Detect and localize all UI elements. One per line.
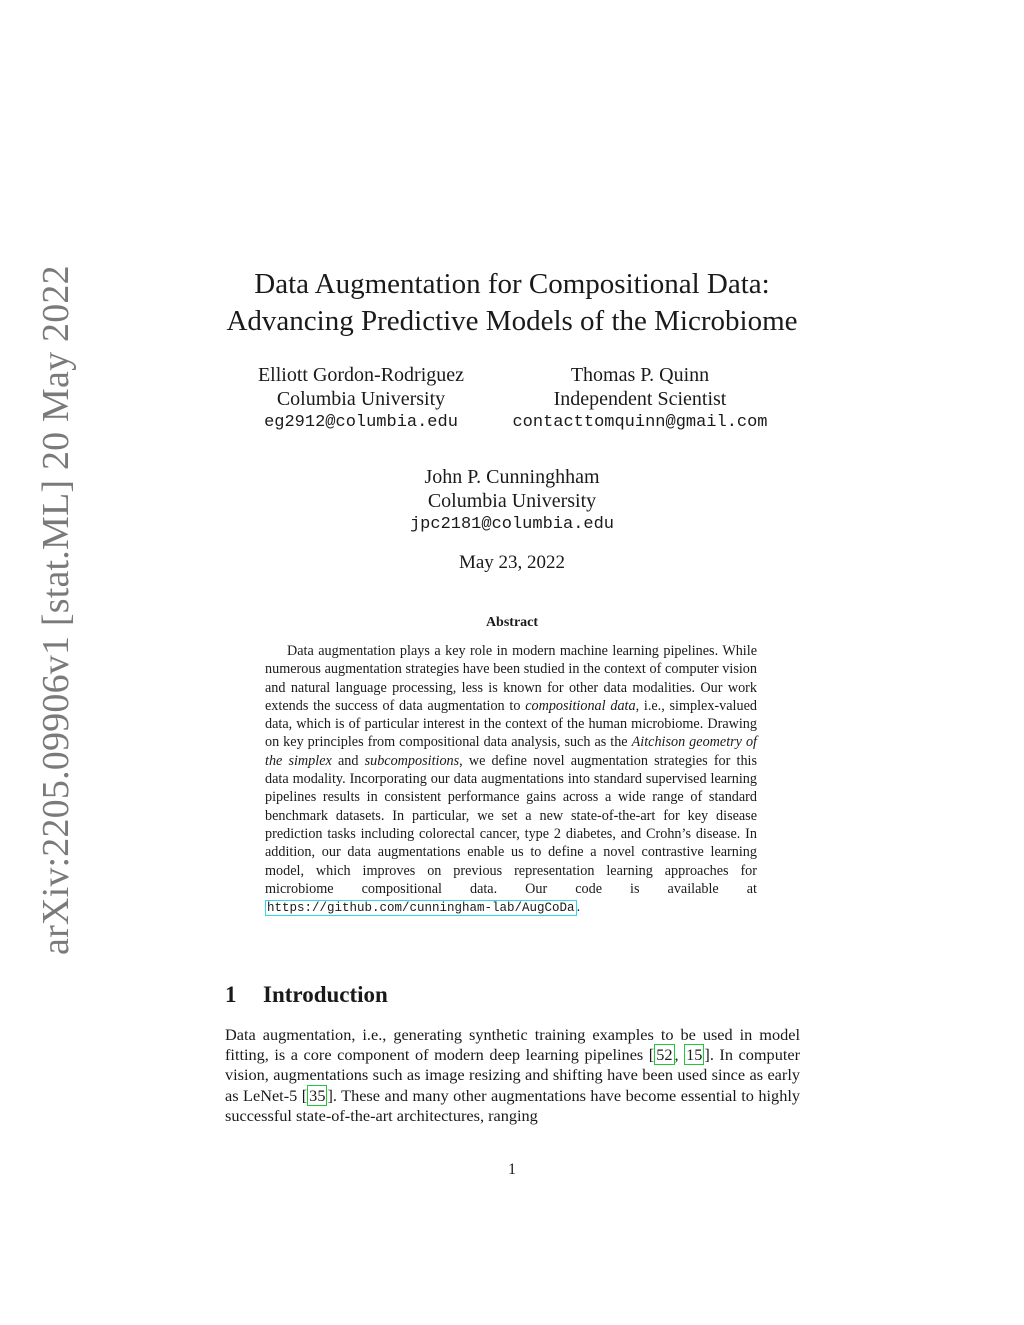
body-text: ,: [674, 1045, 685, 1065]
title-line-2: Advancing Predictive Models of the Microbiome: [226, 305, 798, 337]
abstract-heading: Abstract: [485, 615, 539, 630]
page-number: 1: [508, 1161, 516, 1178]
body-text: ]. These and many other augmentations have become essential to highly successful state-of-the-art architectures, ranging: [225, 1085, 800, 1125]
body-text: Data augmentation, i.e., generating synthetic training examples to be used in model fitting, is a core component of modern deep learning pipelines [: [225, 1025, 800, 1065]
paper-date: May 23, 2022: [458, 552, 566, 573]
author-name: Elliott Gordon-Rodriguez: [257, 364, 465, 386]
abstract-text: and: [331, 752, 365, 769]
author-affiliation: Columbia University: [427, 490, 597, 512]
code-repository-link[interactable]: https://github.com/cunningham-lab/AugCoDa: [267, 901, 575, 916]
citation-link[interactable]: 52: [656, 1045, 673, 1065]
body-text: ]. In computer vision, augmentations such as image resizing and shifting have been used since as early as LeNet-5 [: [225, 1045, 801, 1105]
paper-title: [0, 266, 1024, 340]
author-email[interactable]: jpc2181@columbia.edu: [409, 515, 615, 534]
author-email[interactable]: eg2912@columbia.edu: [264, 413, 458, 432]
abstract-emphasis: compositional data: [525, 697, 636, 714]
introduction-body: [225, 1025, 800, 1126]
author-block-2: [490, 363, 790, 435]
author-name: Thomas P. Quinn: [570, 364, 710, 386]
title-line-1: Data Augmentation for Compositional Data:: [254, 268, 770, 300]
citation-link[interactable]: 35: [309, 1085, 326, 1105]
author-name: John P. Cunninghham: [424, 466, 600, 488]
author-block-3: [362, 465, 662, 537]
abstract-emphasis: subcompositions: [364, 752, 460, 769]
abstract-paragraph: [265, 642, 757, 917]
abstract-emphasis: Aitchison geometry of the simplex: [265, 734, 757, 769]
author-affiliation: Columbia University: [276, 388, 446, 410]
abstract-text: .: [576, 899, 581, 916]
author-affiliation: Independent Scientist: [553, 388, 727, 410]
section-title: Introduction: [263, 982, 388, 1007]
introduction-paragraph: [225, 1025, 800, 1126]
abstract-text: , i.e., simplex-valued data, which is of particular interest in the context of the human microbiome. Drawing on key principles from compositional data analysis, such as the: [265, 697, 757, 751]
section-number: 1: [225, 982, 237, 1007]
author-block-1: [231, 363, 491, 435]
arxiv-identifier-stamp: arXiv:2205.09906v1 [stat.ML] 20 May 2022: [35, 265, 77, 955]
section-heading: [225, 982, 388, 1008]
author-email[interactable]: contacttomquinn@gmail.com: [512, 413, 768, 432]
abstract-text: , we define novel augmentation strategies for this data modality. Incorporating our data augmentations into standard supervised learning pipelines results in consistent performance gains across a wide range of standard benchmark datasets. In particular, we set a new state-of-the-art for key disease prediction tasks including colorectal cancer, type 2 diabetes, and Crohn’s disease. In addition, our data augmentations enable us to define a novel contrastive learning model, which improves on previous representation learning approaches for microbiome compositional data. Our code is available at: [265, 752, 757, 897]
citation-link[interactable]: 15: [686, 1045, 703, 1065]
abstract-body: [265, 642, 757, 917]
abstract-text: Data augmentation plays a key role in modern machine learning pipelines. While numerous augmentation strategies have been studied in the context of computer vision and natural language processing, less is known for other data modalities. Our work extends the success of data augmentation to: [265, 643, 757, 714]
